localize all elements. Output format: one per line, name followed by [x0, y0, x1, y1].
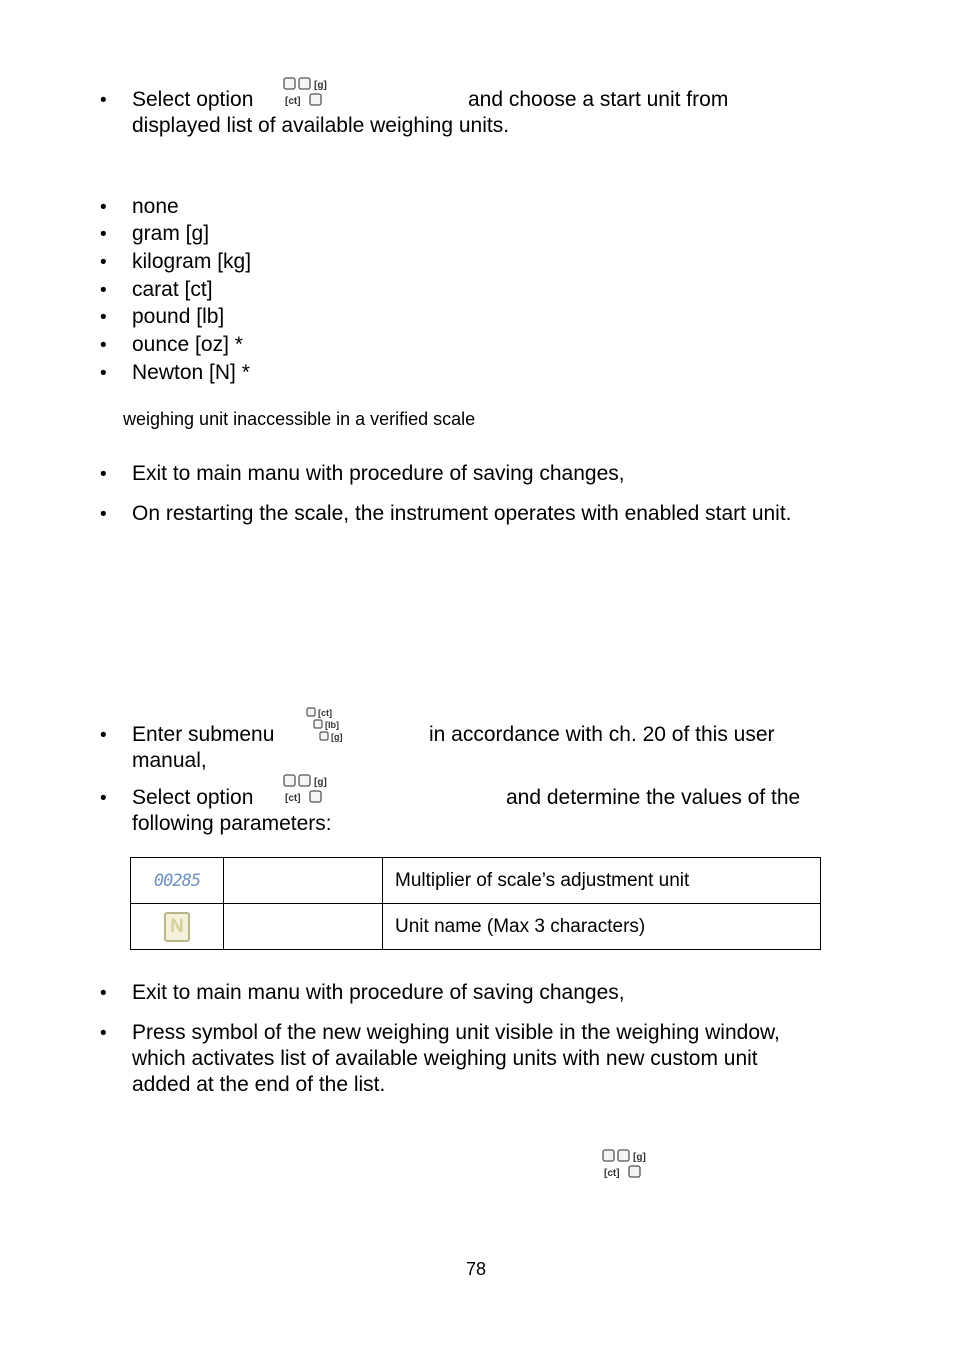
parameters-table	[130, 857, 821, 950]
step-text: Press symbol of the new weighing unit visible in the weighing window,	[132, 1021, 780, 1044]
bullet: •	[100, 335, 107, 356]
step-text: which activates list of available weighing units with new custom unit	[132, 1047, 758, 1070]
table-cell-icon	[131, 904, 224, 950]
table-cell-description: Multiplier of scale’s adjustment unit	[383, 858, 821, 904]
table-cell-description: Unit name (Max 3 characters)	[383, 904, 821, 950]
list-item: none	[132, 195, 179, 218]
enter-submenu-text: Enter submenu	[132, 723, 275, 746]
table-cell-name	[224, 858, 383, 904]
table-row	[131, 858, 821, 904]
bullet: •	[100, 788, 107, 809]
svg-text:[ct]: [ct]	[285, 96, 301, 107]
table-row	[131, 904, 821, 950]
bullet: •	[100, 504, 107, 525]
list-item: carat [ct]	[132, 278, 213, 301]
bullet: •	[100, 252, 107, 273]
select-option-text: Select option	[132, 786, 254, 809]
units-selector-icon	[601, 1148, 653, 1182]
list-item: kilogram [kg]	[132, 250, 252, 273]
step-text: added at the end of the list.	[132, 1073, 386, 1096]
unit-name-icon: N	[164, 912, 190, 942]
bullet: •	[100, 280, 107, 301]
bullet: •	[100, 90, 107, 111]
select-option-line2: displayed list of available weighing units.	[132, 114, 510, 137]
bullet: •	[100, 725, 107, 746]
units-selector-icon	[282, 773, 334, 807]
select-option-suffix: and choose a start unit from	[468, 88, 729, 111]
units-note: weighing unit inaccessible in a verified scale	[123, 409, 476, 429]
submenu-units-icon	[305, 705, 351, 745]
bullet: •	[100, 1023, 107, 1044]
select-option-line2: following parameters:	[132, 812, 332, 835]
svg-text:[ct]: [ct]	[285, 793, 301, 804]
bullet: •	[100, 983, 107, 1004]
bullet: •	[100, 363, 107, 384]
bullet: •	[100, 464, 107, 485]
select-option-text: Select option	[132, 88, 254, 111]
svg-text:[g]: [g]	[314, 777, 327, 788]
svg-text:[g]: [g]	[314, 80, 327, 91]
table-cell-icon	[131, 858, 224, 904]
svg-text:[ct]: [ct]	[604, 1168, 620, 1179]
svg-text:[lb]: [lb]	[325, 720, 339, 730]
list-item: Newton [N] *	[132, 361, 250, 384]
bullet: •	[100, 224, 107, 245]
list-item: pound [lb]	[132, 305, 225, 328]
svg-text:[ct]: [ct]	[318, 708, 332, 718]
bullet: •	[100, 197, 107, 218]
list-item: ounce [oz] *	[132, 333, 243, 356]
step-text: Exit to main manu with procedure of saving changes,	[132, 981, 625, 1004]
units-selector-icon	[282, 76, 334, 110]
select-option-suffix: and determine the values of the	[506, 786, 801, 809]
page-number: 78	[466, 1259, 487, 1279]
enter-submenu-suffix: in accordance with ch. 20 of this user	[429, 723, 775, 746]
bullet: •	[100, 307, 107, 328]
svg-text:[g]: [g]	[331, 732, 343, 742]
step-text: On restarting the scale, the instrument operates with enabled start unit.	[132, 502, 792, 525]
list-item: gram [g]	[132, 222, 210, 245]
enter-submenu-line2: manual,	[132, 749, 207, 772]
table-cell-name	[224, 904, 383, 950]
svg-text:[g]: [g]	[633, 1152, 646, 1163]
multiplier-display-icon: 00285	[153, 870, 201, 891]
step-text: Exit to main manu with procedure of saving changes,	[132, 462, 625, 485]
